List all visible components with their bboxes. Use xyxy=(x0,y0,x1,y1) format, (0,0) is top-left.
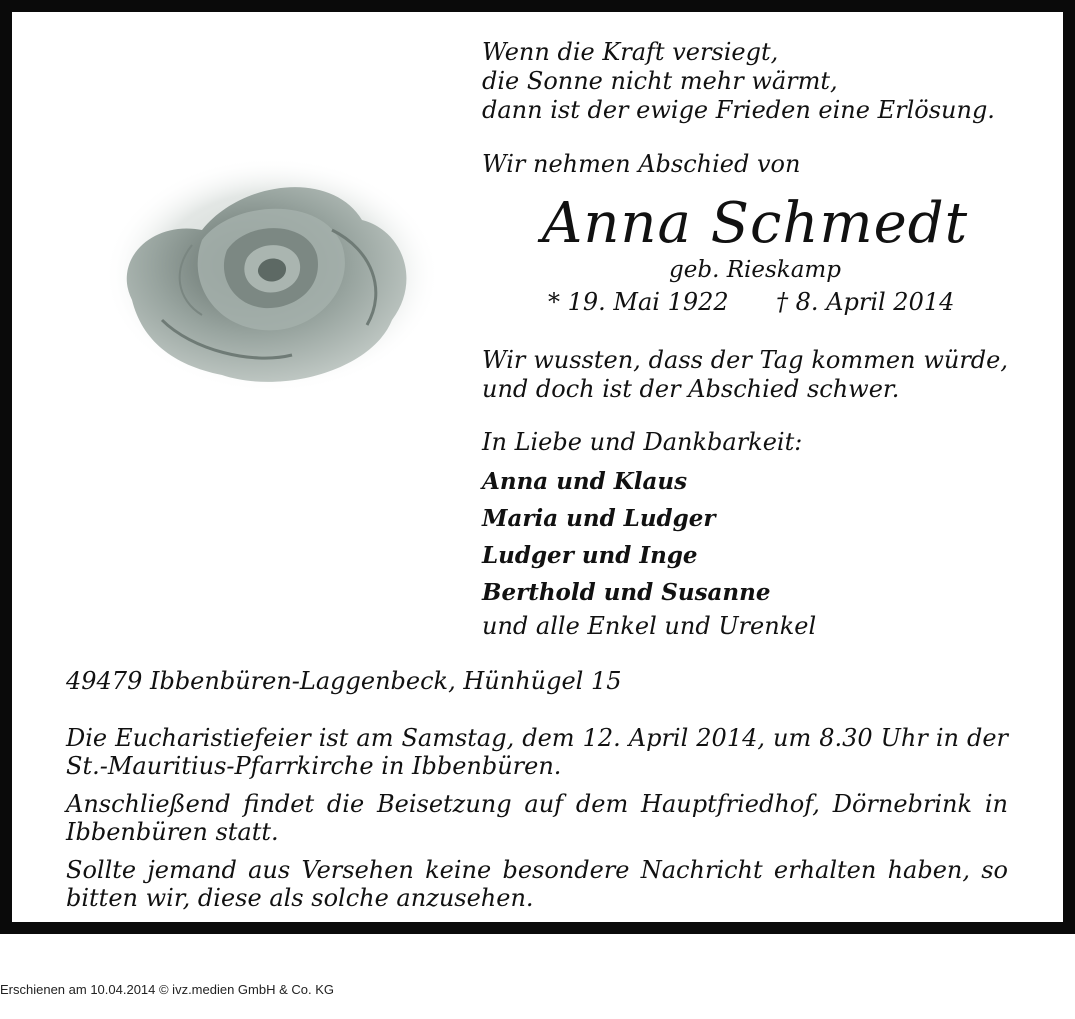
birth-name: geb. Rieskamp xyxy=(669,257,841,283)
quote: Wir wussten, dass der Tag kommen würde, und doch ist der Abschied schwer. xyxy=(482,346,1008,403)
poem xyxy=(482,38,995,125)
notice-request: Sollte jemand aus Versehen keine besondere Nachricht erhalten haben, so bitten wir, diese als solche anzusehen. xyxy=(66,856,1008,912)
mourners-list xyxy=(482,463,771,611)
date-of-death: † 8. April 2014 xyxy=(776,288,955,316)
mourner-name: Anna und Klaus xyxy=(482,468,688,495)
publication-footer: Erschienen am 10.04.2014 © ivz.medien GmbH & Co. KG xyxy=(0,982,335,997)
mourners-heading: In Liebe und Dankbarkeit: xyxy=(482,428,803,456)
notice-burial: Anschließend findet die Beisetzung auf dem Hauptfriedhof, Dörnebrink in Ibbenbüren statt. xyxy=(66,790,1008,846)
poem-line: dann ist der ewige Frieden eine Erlösung. xyxy=(482,96,995,124)
rose-illustration-icon xyxy=(102,150,442,400)
address: 49479 Ibbenbüren-Laggenbeck, Hünhügel 15 xyxy=(66,667,622,695)
deceased-name: Anna Schmedt xyxy=(541,191,969,256)
date-of-birth: * 19. Mai 1922 xyxy=(548,288,729,316)
mourner-name: Berthold und Susanne xyxy=(482,579,771,606)
poem-line: Wenn die Kraft versiegt, xyxy=(482,38,779,66)
poem-line: die Sonne nicht mehr wärmt, xyxy=(482,67,838,95)
mourner-name: Ludger und Inge xyxy=(482,542,698,569)
farewell-intro: Wir nehmen Abschied von xyxy=(482,150,801,178)
mourners-extra: und alle Enkel und Urenkel xyxy=(482,612,817,640)
mourner-name: Maria und Ludger xyxy=(482,505,716,532)
notice-mass: Die Eucharistiefeier ist am Samstag, dem 12. April 2014, um 8.30 Uhr in der St.-Mauritius-Pfarrkirche in Ibbenbüren. xyxy=(66,724,1008,780)
